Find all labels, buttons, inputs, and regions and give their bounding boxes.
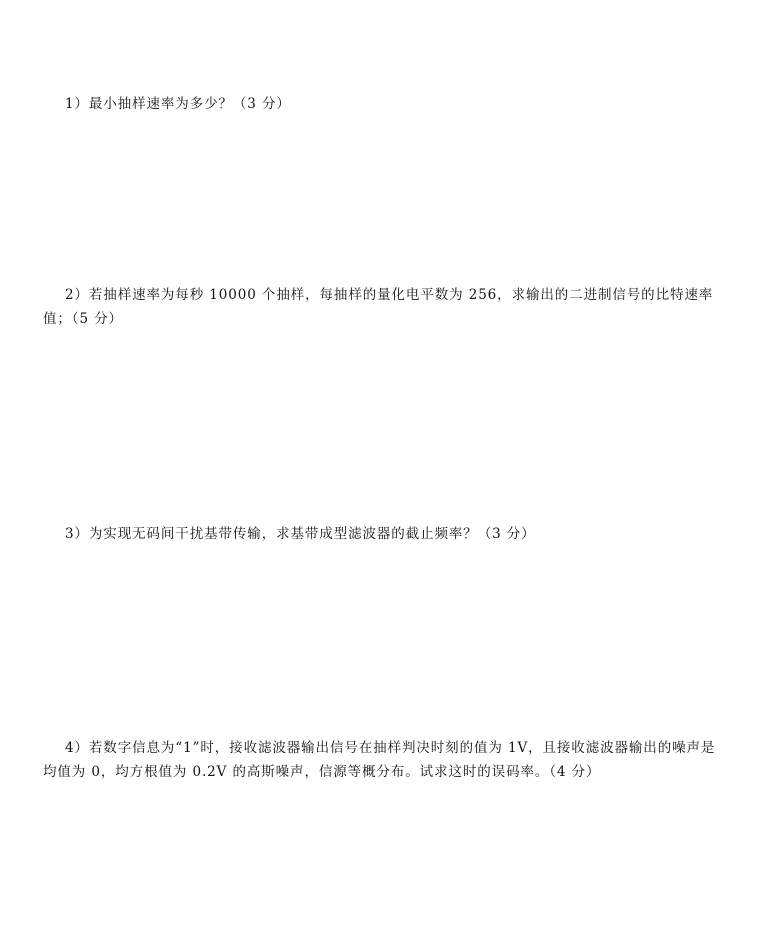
question-2-text: 若抽样速率为每秒 10000 个抽样，每抽样的量化电平数为 256，求输出的二进制信号的比特速率值；（5 分） [43,287,714,327]
question-4-number: 4） [65,740,89,756]
question-2-number: 2） [65,287,89,303]
question-3-number: 3） [65,526,89,542]
question-1 [43,92,723,116]
question-3 [43,522,723,546]
question-4 [43,736,723,784]
question-4-text: 若数字信息为“1”时，接收滤波器输出信号在抽样判决时刻的值为 1V，且接收滤波器输出的噪声是均值为 0，均方根值为 0.2V 的高斯噪声，信源等概分布。试求这时的误码率。（4 分） [43,740,716,780]
question-3-text: 为实现无码间干扰基带传输，求基带成型滤波器的截止频率？（3 分） [88,526,536,542]
question-1-number: 1） [65,96,89,112]
question-1-text: 最小抽样速率为多少？（3 分） [88,96,291,112]
question-2 [43,283,723,331]
